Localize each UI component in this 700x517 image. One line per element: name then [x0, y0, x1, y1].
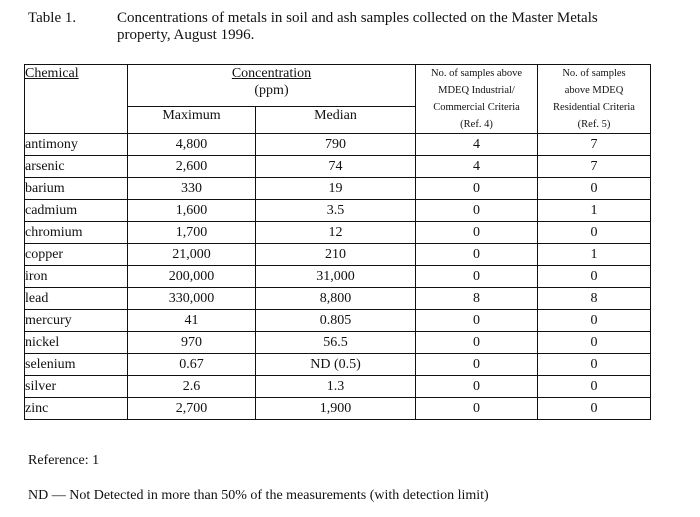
maximum-cell: 970	[128, 332, 256, 354]
table-row	[25, 156, 651, 178]
chemical-cell: iron	[25, 266, 128, 288]
maximum-cell: 1,600	[128, 200, 256, 222]
residential-count-cell: 0	[538, 354, 651, 376]
header-industrial-line-1: No. of samples above	[431, 68, 522, 79]
median-cell: 0.805	[256, 310, 416, 332]
median-cell: 56.5	[256, 332, 416, 354]
median-cell: 31,000	[256, 266, 416, 288]
maximum-cell: 1,700	[128, 222, 256, 244]
industrial-count-cell: 0	[416, 222, 538, 244]
maximum-cell: 2.6	[128, 376, 256, 398]
industrial-count-cell: 0	[416, 200, 538, 222]
residential-count-cell: 8	[538, 288, 651, 310]
chemical-cell: selenium	[25, 354, 128, 376]
header-residential-line-3: Residential Criteria	[553, 102, 635, 113]
maximum-cell: 41	[128, 310, 256, 332]
table-row	[25, 178, 651, 200]
chemical-cell: zinc	[25, 398, 128, 420]
residential-count-cell: 0	[538, 178, 651, 200]
residential-count-cell: 7	[538, 134, 651, 156]
industrial-count-cell: 0	[416, 244, 538, 266]
header-industrial-line-3: Commercial Criteria	[433, 102, 520, 113]
table-caption-text	[117, 10, 677, 44]
chemical-cell: arsenic	[25, 156, 128, 178]
maximum-cell: 0.67	[128, 354, 256, 376]
median-cell: 8,800	[256, 288, 416, 310]
header-residential-line-4: (Ref. 5)	[577, 119, 611, 130]
header-industrial-line-2: MDEQ Industrial/	[438, 85, 515, 96]
residential-count-cell: 1	[538, 244, 651, 266]
residential-count-cell: 0	[538, 376, 651, 398]
table-row	[25, 310, 651, 332]
median-cell: 74	[256, 156, 416, 178]
maximum-cell: 200,000	[128, 266, 256, 288]
reference-note: Reference: 1	[28, 453, 100, 468]
header-concentration	[128, 65, 416, 107]
median-cell: 210	[256, 244, 416, 266]
nd-footnote: ND — Not Detected in more than 50% of the measurements (with detection limit)	[28, 488, 489, 503]
table-row	[25, 266, 651, 288]
chemical-cell: silver	[25, 376, 128, 398]
header-industrial-criteria	[416, 65, 538, 134]
header-industrial-line-4: (Ref. 4)	[460, 119, 493, 130]
metals-concentration-table	[24, 64, 651, 420]
header-residential-criteria	[538, 65, 651, 134]
table-row	[25, 376, 651, 398]
table-row	[25, 244, 651, 266]
median-cell: ND (0.5)	[256, 354, 416, 376]
maximum-cell: 330	[128, 178, 256, 200]
industrial-count-cell: 0	[416, 266, 538, 288]
caption-line-2: property, August 1996.	[117, 27, 255, 43]
median-cell: 12	[256, 222, 416, 244]
industrial-count-cell: 4	[416, 156, 538, 178]
median-cell: 3.5	[256, 200, 416, 222]
table-body	[25, 134, 651, 420]
table-row	[25, 398, 651, 420]
median-cell: 790	[256, 134, 416, 156]
industrial-count-cell: 0	[416, 332, 538, 354]
residential-count-cell: 0	[538, 332, 651, 354]
table-row	[25, 134, 651, 156]
header-residential-line-2: above MDEQ	[564, 85, 624, 96]
table-caption-label: Table 1.	[28, 10, 77, 26]
header-chemical: Chemical	[25, 65, 128, 134]
median-cell: 19	[256, 178, 416, 200]
maximum-cell: 330,000	[128, 288, 256, 310]
chemical-cell: nickel	[25, 332, 128, 354]
chemical-cell: mercury	[25, 310, 128, 332]
chemical-cell: copper	[25, 244, 128, 266]
chemical-cell: cadmium	[25, 200, 128, 222]
maximum-cell: 2,600	[128, 156, 256, 178]
header-concentration-label: Concentration	[231, 66, 312, 81]
industrial-count-cell: 8	[416, 288, 538, 310]
residential-count-cell: 0	[538, 266, 651, 288]
table-row	[25, 354, 651, 376]
table-row	[25, 332, 651, 354]
chemical-cell: barium	[25, 178, 128, 200]
residential-count-cell: 1	[538, 200, 651, 222]
industrial-count-cell: 0	[416, 354, 538, 376]
header-maximum: Maximum	[128, 107, 256, 134]
caption-line-1: Concentrations of metals in soil and ash samples collected on the Master Metals	[117, 10, 598, 26]
median-cell: 1.3	[256, 376, 416, 398]
industrial-count-cell: 0	[416, 310, 538, 332]
maximum-cell: 21,000	[128, 244, 256, 266]
maximum-cell: 4,800	[128, 134, 256, 156]
industrial-count-cell: 0	[416, 398, 538, 420]
header-concentration-units: (ppm)	[254, 83, 289, 98]
maximum-cell: 2,700	[128, 398, 256, 420]
industrial-count-cell: 0	[416, 376, 538, 398]
table-row	[25, 288, 651, 310]
industrial-count-cell: 4	[416, 134, 538, 156]
chemical-cell: chromium	[25, 222, 128, 244]
residential-count-cell: 0	[538, 222, 651, 244]
header-residential-line-1: No. of samples	[562, 68, 626, 79]
table-row	[25, 200, 651, 222]
median-cell: 1,900	[256, 398, 416, 420]
residential-count-cell: 7	[538, 156, 651, 178]
chemical-cell: lead	[25, 288, 128, 310]
industrial-count-cell: 0	[416, 178, 538, 200]
header-median: Median	[256, 107, 416, 134]
chemical-cell: antimony	[25, 134, 128, 156]
residential-count-cell: 0	[538, 310, 651, 332]
residential-count-cell: 0	[538, 398, 651, 420]
table-row	[25, 222, 651, 244]
